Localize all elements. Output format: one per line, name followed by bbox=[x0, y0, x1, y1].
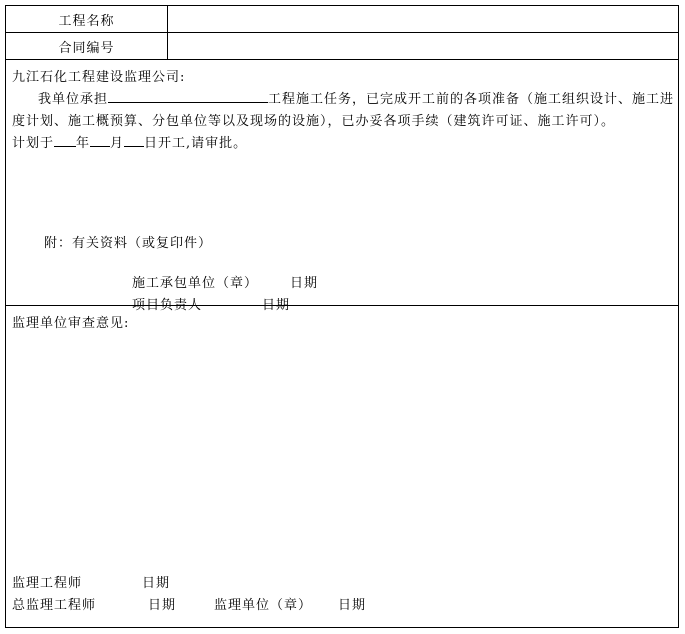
supervising-engineer-date-label: 日期 bbox=[142, 576, 171, 591]
day-blank[interactable] bbox=[124, 133, 144, 147]
contractor-seal-label: 施工承包单位（章） bbox=[132, 276, 259, 291]
application-line-2: 度计划、施工概预算、分包单位等以及现场的设施），已办妥各项手续（建筑许可证、施工许可）。 bbox=[12, 114, 616, 129]
application-section bbox=[6, 60, 678, 313]
start-application-form bbox=[5, 5, 679, 628]
day-label: 日开工,请审批。 bbox=[144, 136, 248, 151]
review-opinion-area[interactable] bbox=[12, 334, 672, 564]
supervision-unit-seal-label: 监理单位（章） bbox=[214, 598, 313, 613]
month-label: 月 bbox=[110, 136, 125, 151]
review-title: 监理单位审查意见: bbox=[12, 316, 130, 331]
contractor-date-label: 日期 bbox=[290, 276, 319, 291]
month-blank[interactable] bbox=[90, 133, 110, 147]
application-line-3 bbox=[12, 132, 247, 151]
supervising-engineer-label: 监理工程师 bbox=[12, 576, 83, 591]
year-blank[interactable] bbox=[54, 133, 76, 147]
attachment-note: 附：有关资料（或复印件） bbox=[44, 236, 213, 251]
project-name-label: 工程名称 bbox=[6, 6, 168, 32]
chief-engineer-label: 总监理工程师 bbox=[12, 598, 97, 613]
application-line-1 bbox=[38, 88, 674, 107]
plan-prefix: 计划于 bbox=[12, 136, 55, 151]
project-blank[interactable] bbox=[108, 89, 268, 103]
year-label: 年 bbox=[76, 136, 91, 151]
chief-engineer-date-label: 日期 bbox=[148, 598, 177, 613]
contract-no-field[interactable] bbox=[168, 33, 678, 59]
line1-suffix: 工程施工任务，已完成开工前的各项准备（施工组织设计、施工进 bbox=[268, 92, 675, 107]
contract-no-row bbox=[6, 33, 678, 60]
project-manager-label: 项目负责人 bbox=[132, 298, 203, 313]
line1-prefix: 我单位承担 bbox=[38, 92, 109, 107]
project-name-field[interactable] bbox=[168, 6, 678, 32]
addressee: 九江石化工程建设监理公司: bbox=[12, 70, 186, 85]
project-name-row bbox=[6, 6, 678, 33]
project-manager-date-label: 日期 bbox=[262, 298, 291, 313]
contract-no-label: 合同编号 bbox=[6, 33, 168, 59]
review-section bbox=[6, 306, 678, 627]
supervision-unit-date-label: 日期 bbox=[338, 598, 367, 613]
